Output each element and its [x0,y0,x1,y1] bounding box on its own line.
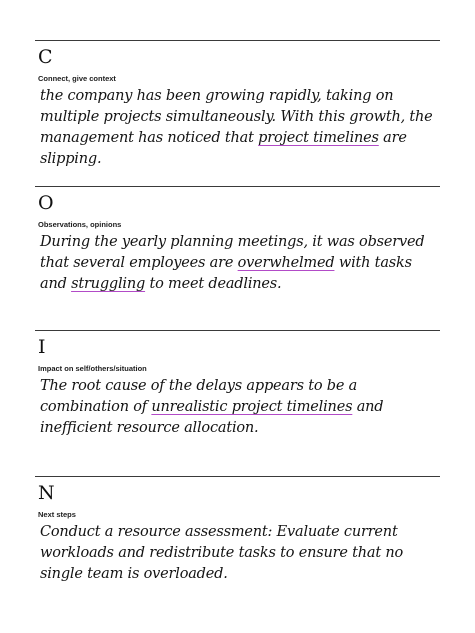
section-divider [35,330,440,331]
note-text: with tasks and [40,255,412,292]
note-text: the company has been growing rapidly, taking on multiple projects simultaneously. With this growth, the management has noticed that [40,88,433,146]
section-divider [35,476,440,477]
note-text: Conduct a resource assessment: Evaluate current workloads and redistribute tasks to ensure that no single team is overloaded. [40,524,404,582]
handwritten-notes [40,376,440,439]
highlighted-phrase: unrealistic project timelines [151,399,353,415]
section-divider [35,40,440,41]
section-label: Next steps [38,510,76,519]
handwritten-notes [40,522,440,585]
section-label: Impact on self/others/situation [38,364,147,373]
note-text: During the yearly planning meetings, it was observed that several employees are [40,234,425,271]
highlighted-phrase: struggling [71,276,146,292]
section-letter: O [38,192,54,214]
highlighted-phrase: project timelines [258,130,379,146]
highlighted-phrase: overwhelmed [237,255,335,271]
section-letter: I [38,336,46,358]
note-text: and inefficient resource allocation. [40,399,384,436]
section-divider [35,186,440,187]
section-label: Connect, give context [38,74,116,83]
note-text: are slipping. [40,130,407,167]
section-letter: C [38,46,53,68]
section-letter: N [38,482,55,504]
note-text: The root cause of the delays appears to be a combination of [40,378,358,415]
note-text: to meet deadlines. [145,276,282,292]
handwritten-notes [40,86,440,170]
handwritten-notes [40,232,440,295]
section-label: Observations, opinions [38,220,122,229]
